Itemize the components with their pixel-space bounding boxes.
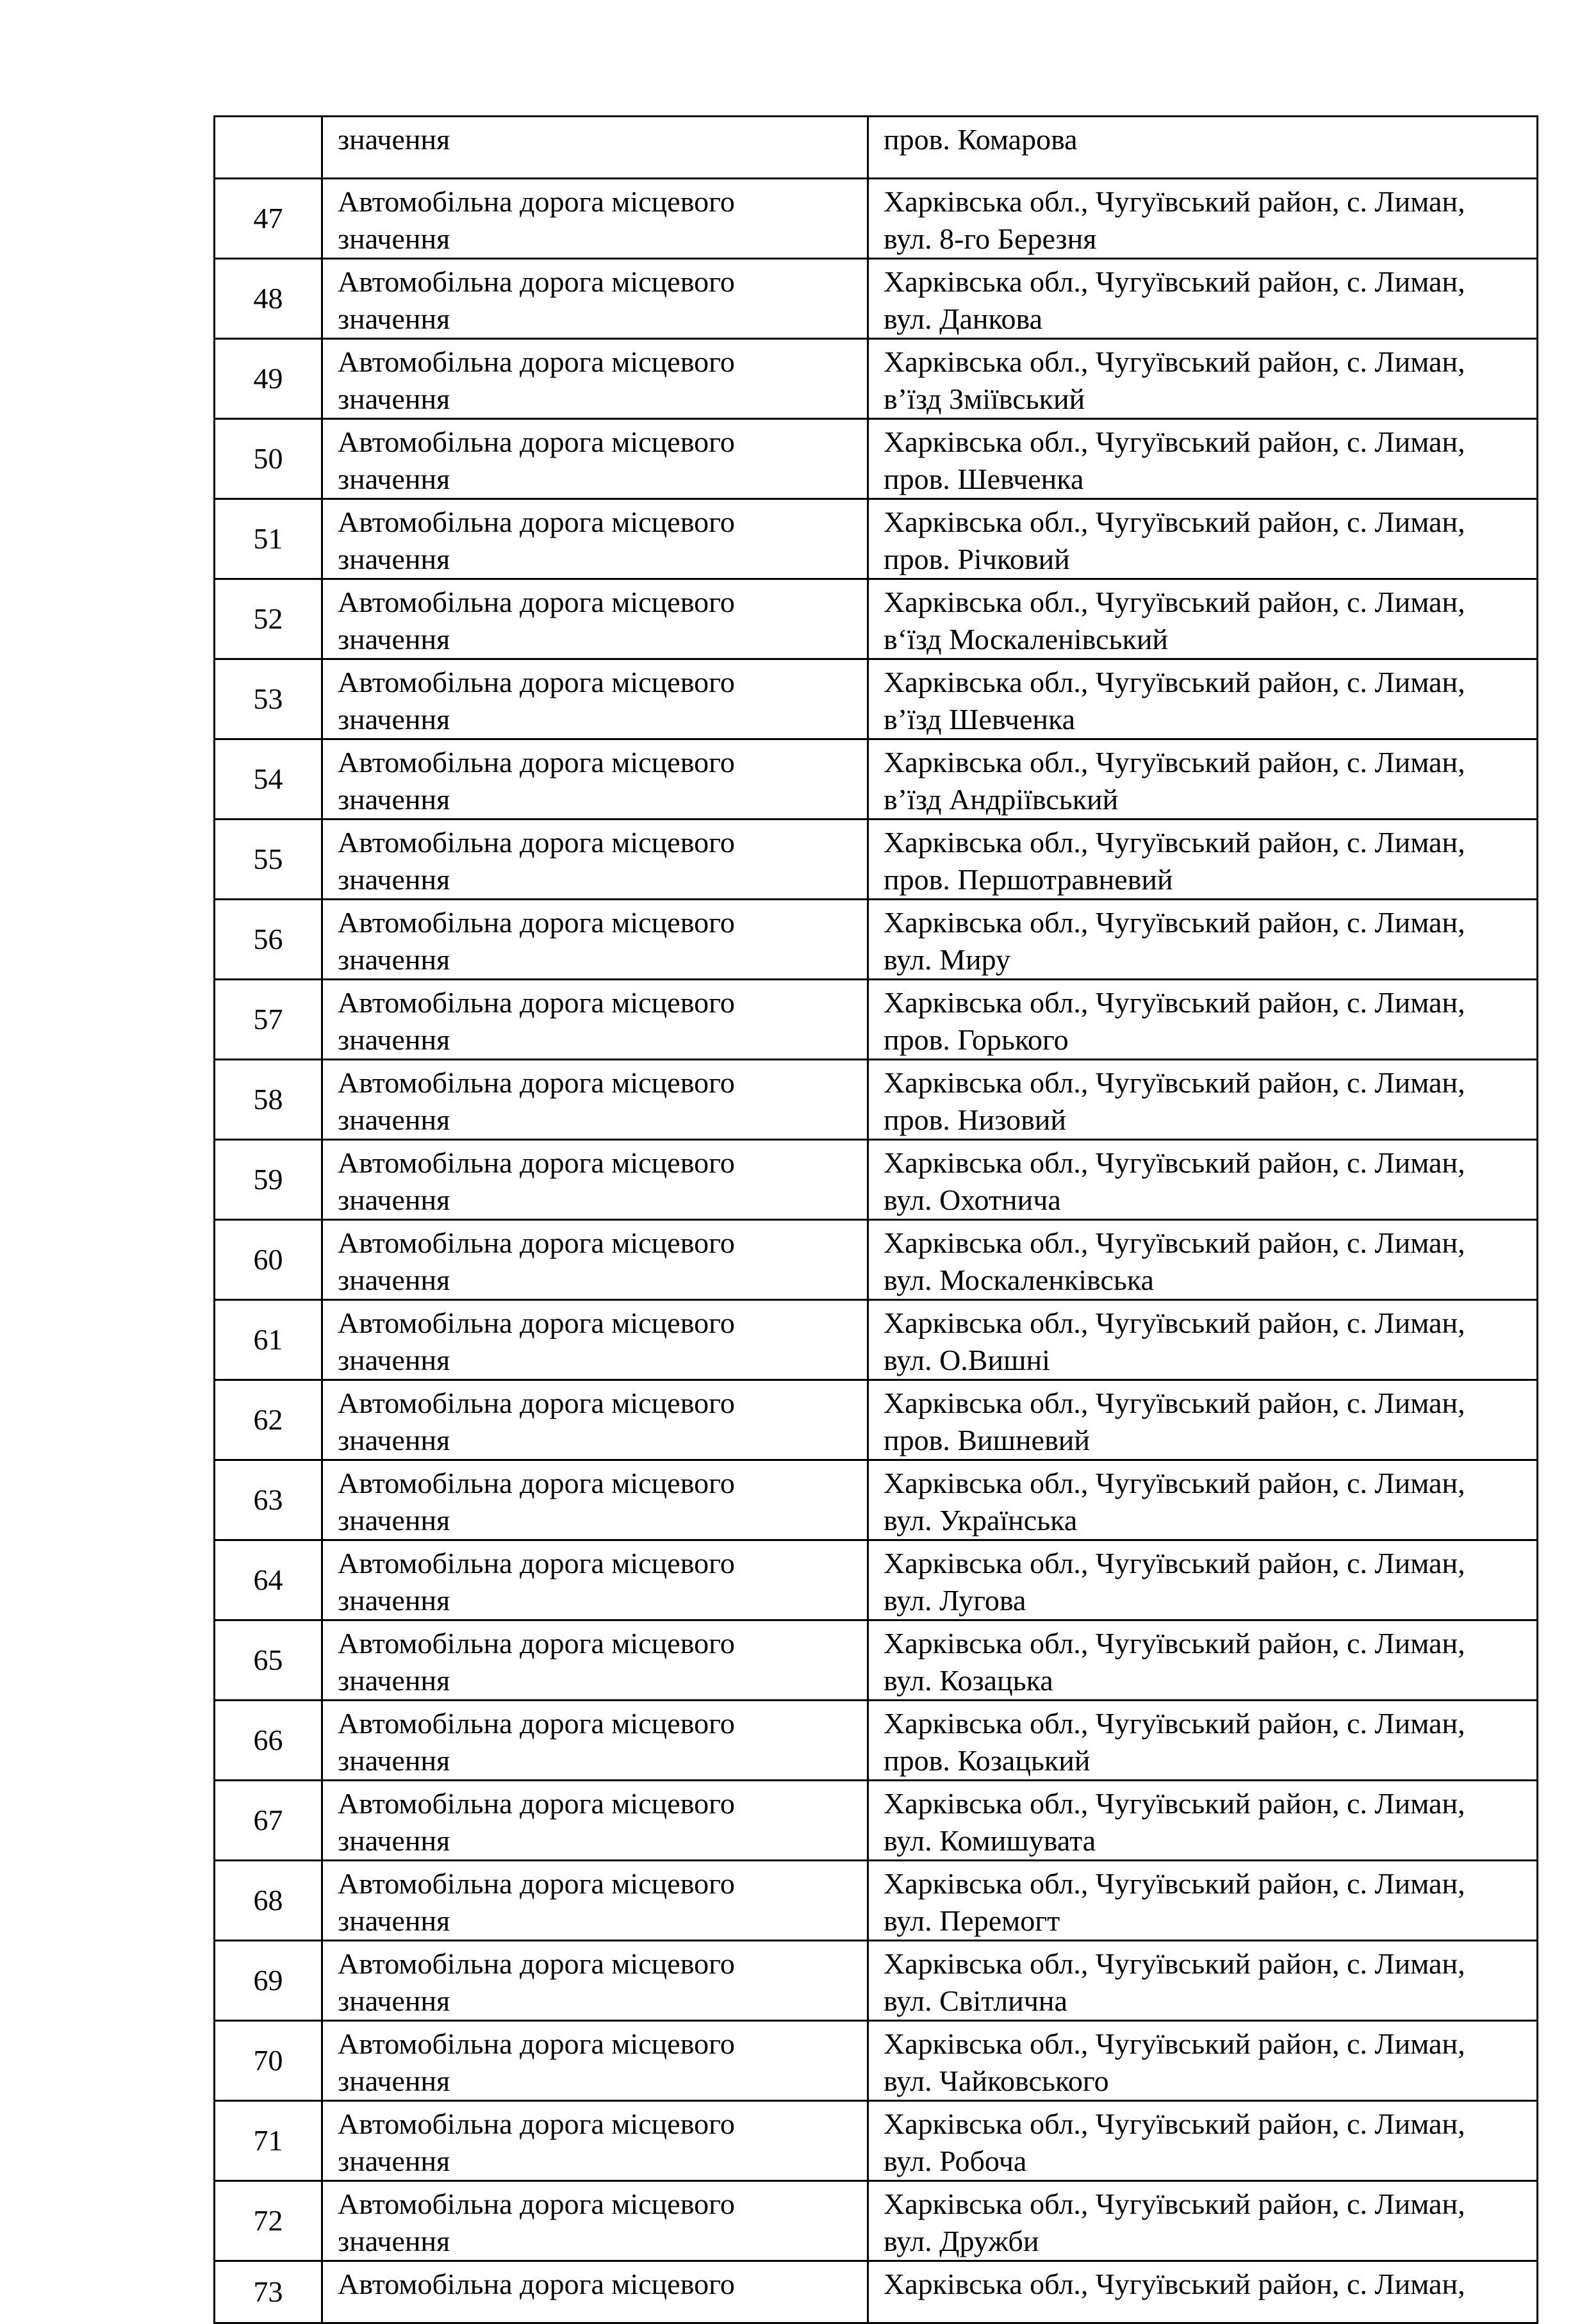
address-region: Харківська обл., Чугуївський район, с. Лиман, [884, 746, 1465, 779]
address-region: Харківська обл., Чугуївський район, с. Лиман, [884, 586, 1465, 618]
row-number-cell [215, 117, 322, 179]
row-number-cell: 67 [215, 1781, 322, 1861]
address-street: вул. 8-го Березня [884, 222, 1097, 255]
address-region: Харківська обл., Чугуївський район, с. Лиман, [884, 1467, 1465, 1499]
address-region: Харківська обл., Чугуївський район, с. Лиман, [884, 986, 1465, 1019]
address-region: Харківська обл., Чугуївський район, с. Лиман, [884, 185, 1465, 218]
road-name-line-2: значення [338, 2145, 450, 2177]
address-cell [868, 1620, 1538, 1701]
address-region: Харківська обл., Чугуївський район, с. Лиман, [884, 1787, 1465, 1820]
address-street: вул. Охотнича [884, 1183, 1061, 1216]
address-cell [868, 980, 1538, 1060]
address-cell [868, 2261, 1538, 2323]
road-name-line-1: Автомобільна дорога місцевого [338, 1627, 735, 1660]
road-name-line-2: значення [338, 1904, 450, 1937]
road-name-line-1: Автомобільна дорога місцевого [338, 746, 735, 779]
address-region: Харківська обл., Чугуївський район, с. Лиман, [884, 425, 1465, 458]
road-name-line-2: значення [338, 1584, 450, 1617]
road-name-line-1: Автомобільна дорога місцевого [338, 666, 735, 698]
roads-table [213, 115, 1538, 2324]
road-name-line-2: значення [338, 1183, 450, 1216]
address-cell [868, 1460, 1538, 1540]
address-street: вул. Робоча [884, 2145, 1027, 2177]
address-street: в’їзд Зміївський [884, 383, 1085, 415]
address-street: пров. Шевченка [884, 463, 1084, 495]
road-name-line-1: Автомобільна дорога місцевого [338, 185, 735, 218]
road-name-line-2: значення [338, 1344, 450, 1376]
road-name-line-2: значення [338, 1264, 450, 1296]
row-number-cell: 50 [215, 419, 322, 499]
address-cell [868, 1060, 1538, 1140]
table-row [215, 259, 1538, 339]
address-cell [868, 339, 1538, 419]
road-name-cell [322, 499, 868, 579]
row-number-cell: 54 [215, 739, 322, 820]
road-name-cell [322, 820, 868, 900]
road-name-line-2: значення [338, 463, 450, 495]
address-street: пров. Горького [884, 1023, 1069, 1056]
road-name-cell [322, 579, 868, 659]
address-region: Харківська обл., Чугуївський район, с. Лиман, [884, 826, 1465, 859]
road-name-line-2: значення [338, 863, 450, 896]
row-number-cell: 55 [215, 820, 322, 900]
road-name-cell [322, 1300, 868, 1380]
address-cell [868, 1781, 1538, 1861]
road-name-cell [322, 117, 868, 179]
road-name-cell [322, 1460, 868, 1540]
road-name-line-2: значення [338, 1824, 450, 1857]
road-name-cell [322, 1140, 868, 1220]
row-number-cell: 65 [215, 1620, 322, 1701]
address-street: вул. Українська [884, 1504, 1078, 1537]
road-name-line-2: значення [338, 1744, 450, 1777]
road-name-line-1: Автомобільна дорога місцевого [338, 1467, 735, 1499]
address-region: Харківська обл., Чугуївський район, с. Лиман, [884, 1387, 1465, 1419]
table-row [215, 419, 1538, 499]
road-name-line-1: Автомобільна дорога місцевого [338, 2107, 735, 2140]
table-row [215, 1941, 1538, 2021]
row-number-cell: 59 [215, 1140, 322, 1220]
road-name-line-1: Автомобільна дорога місцевого [338, 1947, 735, 1980]
address-cell [868, 499, 1538, 579]
table-row [215, 1701, 1538, 1781]
road-name-cell [322, 1060, 868, 1140]
address-region: Харківська обл., Чугуївський район, с. Лиман, [884, 1947, 1465, 1980]
road-name-cell [322, 1861, 868, 1941]
road-name-cell [322, 659, 868, 739]
address-street: вул. Лугова [884, 1584, 1026, 1617]
address-cell [868, 1701, 1538, 1781]
address-cell [868, 419, 1538, 499]
row-number-cell: 66 [215, 1701, 322, 1781]
address-street: вул. Чайковського [884, 2064, 1109, 2097]
road-name-line-2: значення [338, 703, 450, 736]
row-number-cell: 56 [215, 900, 322, 980]
row-number-cell: 63 [215, 1460, 322, 1540]
address-cell [868, 1380, 1538, 1460]
address-cell [868, 2101, 1538, 2181]
road-name-cell [322, 179, 868, 259]
address-cell [868, 1300, 1538, 1380]
table-row [215, 179, 1538, 259]
address-cell [868, 2021, 1538, 2101]
row-number-cell: 73 [215, 2261, 322, 2323]
address-street: пров. Першотравневий [884, 863, 1173, 896]
road-name-line-2: значення [338, 2064, 450, 2097]
road-name-cell [322, 1941, 868, 2021]
road-name-line-2: значення [338, 302, 450, 335]
road-name-line-1: Автомобільна дорога місцевого [338, 1867, 735, 1900]
address-street: вул. Дружби [884, 2225, 1039, 2257]
row-number-cell: 61 [215, 1300, 322, 1380]
address-cell [868, 1220, 1538, 1300]
road-name-line-1: Автомобільна дорога місцевого [338, 425, 735, 458]
row-number-cell: 52 [215, 579, 322, 659]
row-number-cell: 53 [215, 659, 322, 739]
address-cell [868, 820, 1538, 900]
row-number-cell: 51 [215, 499, 322, 579]
row-number-cell: 57 [215, 980, 322, 1060]
table-row [215, 1220, 1538, 1300]
road-name-line-1: Автомобільна дорога місцевого [338, 1707, 735, 1740]
address-cell [868, 1861, 1538, 1941]
road-name-line-1: Автомобільна дорога місцевого [338, 1306, 735, 1339]
table-row [215, 659, 1538, 739]
road-name-line-2: значення [338, 123, 450, 156]
road-name-line-1: Автомобільна дорога місцевого [338, 906, 735, 939]
address-cell [868, 1140, 1538, 1220]
table-row-continued [215, 117, 1538, 179]
table-row [215, 1620, 1538, 1701]
road-name-line-1: Автомобільна дорога місцевого [338, 986, 735, 1019]
table-row [215, 1140, 1538, 1220]
road-name-cell [322, 739, 868, 820]
row-number-cell: 58 [215, 1060, 322, 1140]
address-region: Харківська обл., Чугуївський район, с. Лиман, [884, 666, 1465, 698]
road-name-line-1: Автомобільна дорога місцевого [338, 586, 735, 618]
address-region: Харківська обл., Чугуївський район, с. Лиман, [884, 2188, 1465, 2220]
address-street: пров. Низовий [884, 1103, 1067, 1136]
table-row [215, 1060, 1538, 1140]
road-name-cell [322, 1620, 868, 1701]
table-row [215, 980, 1538, 1060]
table-row [215, 1380, 1538, 1460]
address-cell [868, 579, 1538, 659]
address-region: Харківська обл., Чугуївський район, с. Лиман, [884, 1146, 1465, 1179]
table-row [215, 2021, 1538, 2101]
road-name-line-1: Автомобільна дорога місцевого [338, 1547, 735, 1579]
address-region: Харківська обл., Чугуївський район, с. Лиман, [884, 906, 1465, 939]
address-cell [868, 2181, 1538, 2261]
road-name-line-1: Автомобільна дорога місцевого [338, 1387, 735, 1419]
road-name-cell [322, 1781, 868, 1861]
road-name-line-1: Автомобільна дорога місцевого [338, 2268, 735, 2300]
table-row [215, 499, 1538, 579]
address-street: в’їзд Андріївський [884, 783, 1119, 816]
address-street: вул. Комишувата [884, 1824, 1096, 1857]
address-region: Харківська обл., Чугуївський район, с. Лиман, [884, 2268, 1465, 2300]
table-row [215, 2101, 1538, 2181]
road-name-line-1: Автомобільна дорога місцевого [338, 2188, 735, 2220]
table-row [215, 900, 1538, 980]
address-street: в’їзд Шевченка [884, 703, 1076, 736]
road-name-cell [322, 980, 868, 1060]
address-region: Харківська обл., Чугуївський район, с. Лиман, [884, 2107, 1465, 2140]
road-name-line-2: значення [338, 1984, 450, 2017]
road-name-line-2: значення [338, 222, 450, 255]
road-name-cell [322, 900, 868, 980]
road-name-line-2: значення [338, 383, 450, 415]
table-row [215, 579, 1538, 659]
row-number-cell: 48 [215, 259, 322, 339]
address-region: Харківська обл., Чугуївський район, с. Лиман, [884, 345, 1465, 378]
address-cell [868, 739, 1538, 820]
road-name-line-2: значення [338, 543, 450, 575]
address-street: вул. Миру [884, 943, 1010, 976]
address-region: Харківська обл., Чугуївський район, с. Лиман, [884, 1707, 1465, 1740]
road-name-line-1: Автомобільна дорога місцевого [338, 1226, 735, 1259]
address-street: вул. О.Вишні [884, 1344, 1050, 1376]
road-name-line-1: Автомобільна дорога місцевого [338, 826, 735, 859]
road-name-line-2: значення [338, 2225, 450, 2257]
address-region: Харківська обл., Чугуївський район, с. Лиман, [884, 506, 1465, 538]
table-row [215, 1300, 1538, 1380]
table-row [215, 739, 1538, 820]
road-name-cell [322, 1540, 868, 1620]
road-name-line-2: значення [338, 943, 450, 976]
address-cell [868, 1941, 1538, 2021]
address-region: Харківська обл., Чугуївський район, с. Лиман, [884, 1306, 1465, 1339]
road-name-line-2: значення [338, 1504, 450, 1537]
address-street: вул. Світлична [884, 1984, 1067, 2017]
road-name-line-1: Автомобільна дорога місцевого [338, 1146, 735, 1179]
table-row [215, 1861, 1538, 1941]
address-street: пров. Річковий [884, 543, 1070, 575]
address-cell [868, 179, 1538, 259]
address-street: вул. Данкова [884, 302, 1043, 335]
row-number-cell: 69 [215, 1941, 322, 2021]
address-cell [868, 259, 1538, 339]
address-street: пров. Козацький [884, 1744, 1091, 1777]
table-row [215, 820, 1538, 900]
address-region: Харківська обл., Чугуївський район, с. Лиман, [884, 265, 1465, 298]
address-cell [868, 900, 1538, 980]
road-name-cell [322, 259, 868, 339]
row-number-cell: 68 [215, 1861, 322, 1941]
row-number-cell: 71 [215, 2101, 322, 2181]
address-region: Харківська обл., Чугуївський район, с. Лиман, [884, 1627, 1465, 1660]
table-row [215, 339, 1538, 419]
address-region: Харківська обл., Чугуївський район, с. Лиман, [884, 1547, 1465, 1579]
road-name-cell [322, 2021, 868, 2101]
address-street: пров. Комарова [884, 123, 1078, 156]
table-row [215, 2181, 1538, 2261]
road-name-cell [322, 339, 868, 419]
road-name-cell [322, 2181, 868, 2261]
road-name-line-2: значення [338, 783, 450, 816]
row-number-cell: 62 [215, 1380, 322, 1460]
road-name-cell [322, 1701, 868, 1781]
road-name-line-2: значення [338, 1664, 450, 1697]
table-row [215, 1540, 1538, 1620]
address-street: в‘їзд Москаленівський [884, 623, 1169, 655]
row-number-cell: 47 [215, 179, 322, 259]
row-number-cell: 70 [215, 2021, 322, 2101]
address-street: вул. Москаленківська [884, 1264, 1154, 1296]
road-name-cell [322, 2101, 868, 2181]
road-name-line-1: Автомобільна дорога місцевого [338, 1066, 735, 1099]
table-row-last [215, 2261, 1538, 2323]
address-street: вул. Перемогт [884, 1904, 1060, 1937]
table-row [215, 1460, 1538, 1540]
road-name-line-1: Автомобільна дорога місцевого [338, 1787, 735, 1820]
road-name-cell [322, 419, 868, 499]
roads-table-body [215, 117, 1538, 2323]
table-row [215, 1781, 1538, 1861]
road-name-cell [322, 1380, 868, 1460]
row-number-cell: 64 [215, 1540, 322, 1620]
address-region: Харківська обл., Чугуївський район, с. Лиман, [884, 1066, 1465, 1099]
road-name-line-2: значення [338, 1103, 450, 1136]
address-cell [868, 659, 1538, 739]
address-cell [868, 117, 1538, 179]
address-region: Харківська обл., Чугуївський район, с. Лиман, [884, 1226, 1465, 1259]
road-name-line-1: Автомобільна дорога місцевого [338, 345, 735, 378]
address-street: вул. Козацька [884, 1664, 1053, 1697]
road-name-cell [322, 2261, 868, 2323]
row-number-cell: 72 [215, 2181, 322, 2261]
road-name-line-1: Автомобільна дорога місцевого [338, 2027, 735, 2060]
row-number-cell: 60 [215, 1220, 322, 1300]
road-name-line-2: значення [338, 1424, 450, 1456]
address-region: Харківська обл., Чугуївський район, с. Лиман, [884, 1867, 1465, 1900]
road-name-line-2: значення [338, 623, 450, 655]
road-name-line-2: значення [338, 1023, 450, 1056]
road-name-cell [322, 1220, 868, 1300]
row-number-cell: 49 [215, 339, 322, 419]
address-street: пров. Вишневий [884, 1424, 1091, 1456]
road-name-line-1: Автомобільна дорога місцевого [338, 265, 735, 298]
address-cell [868, 1540, 1538, 1620]
road-name-line-1: Автомобільна дорога місцевого [338, 506, 735, 538]
address-region: Харківська обл., Чугуївський район, с. Лиман, [884, 2027, 1465, 2060]
